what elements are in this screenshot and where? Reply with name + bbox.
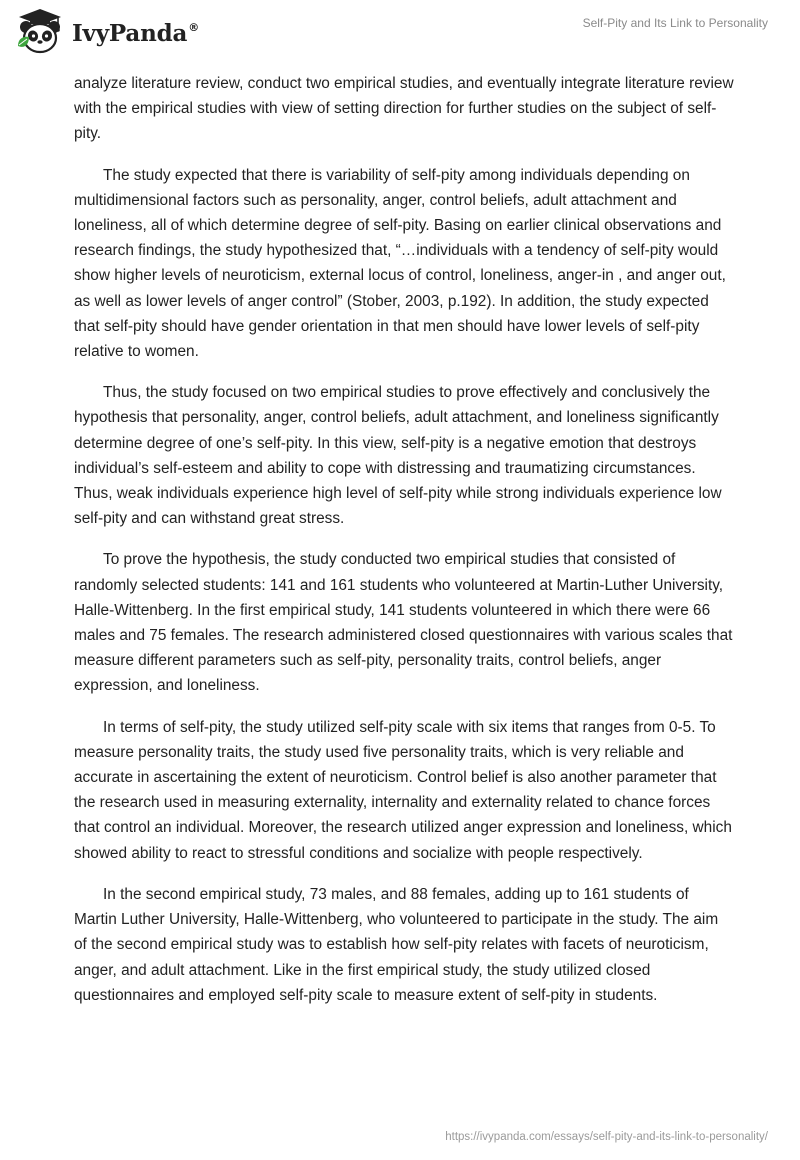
paragraph-3: Thus, the study focused on two empirical studies to prove effectively and conclusively the hypothesis that personality, anger, control beliefs, adult attachment, and loneliness significantly determine degree of one’s self-pity. In this view, self-pity is a negative emotion that destroys individual’s self-esteem and ability to cope with distressing and traumatizing circumstances. Thus, weak individuals experience high level of self-pity while strong individuals experience low self-pity and can withstand great stress. [74, 384, 722, 528]
registered-mark: ® [188, 20, 199, 34]
brand-name: IvyPanda® [72, 19, 199, 47]
panda-graduate-icon [14, 8, 66, 56]
page-header [0, 0, 800, 64]
essay-body [74, 71, 734, 1024]
paragraph-2: The study expected that there is variability of self-pity among individuals depending on multidimensional factors such as personality, anger, control beliefs, adult attachment and loneliness, all of which determine degree of self-pity. Basing on earlier clinical observations and research findings, the study hypothesized that, “…individuals with a tendency of self-pity would show higher levels of neuroticism, external locus of control, loneliness, anger-in , and anger out, as well as lower levels of anger control” (Stober, 2003, p.192). In addition, the study expected that self-pity should have gender orientation in that men should have lower levels of self-pity relative to women. [74, 166, 726, 361]
paragraph-5: In terms of self-pity, the study utilized self-pity scale with six items that ranges from 0-5. To measure personality traits, the study used five personality traits, which is very reliable and accurate in ascertaining the extent of neuroticism. Control belief is also another parameter that the research used in measuring externality, internality and externality related to chance forces that control an individual. Moreover, the research utilized anger expression and loneliness, which showed ability to react to stressful conditions and socialize with people respectively. [74, 718, 732, 862]
source-url[interactable]: https://ivypanda.com/essays/self-pity-and-its-link-to-personality/ [445, 1131, 768, 1143]
paragraph-4: To prove the hypothesis, the study conducted two empirical studies that consisted of randomly selected students: 141 and 161 students who volunteered at Martin-Luther University, Halle-Wittenberg. In the first empirical study, 141 students volunteered in which there were 66 males and 75 females. The research administered closed questionnaires with various scales that measure different parameters such as self-pity, personality traits, control beliefs, anger expression, and loneliness. [74, 551, 733, 695]
paragraph-1: analyze literature review, conduct two empirical studies, and eventually integrate literature review with the empirical studies with view of setting direction for further studies on the subject of self-pity. [74, 75, 734, 143]
document-title: Self-Pity and Its Link to Personality [582, 16, 768, 30]
ivypanda-logo[interactable] [14, 8, 199, 56]
paragraph-6: In the second empirical study, 73 males, and 88 females, adding up to 161 students of Martin Luther University, Halle-Wittenberg, who volunteered to participate in the study. The aim of the second empirical study was to establish how self-pity relates with facets of neuroticism, anger, and adult attachment. Like in the first empirical study, the study utilized closed questionnaires and employed self-pity scale to measure extent of self-pity in students. [74, 885, 719, 1004]
